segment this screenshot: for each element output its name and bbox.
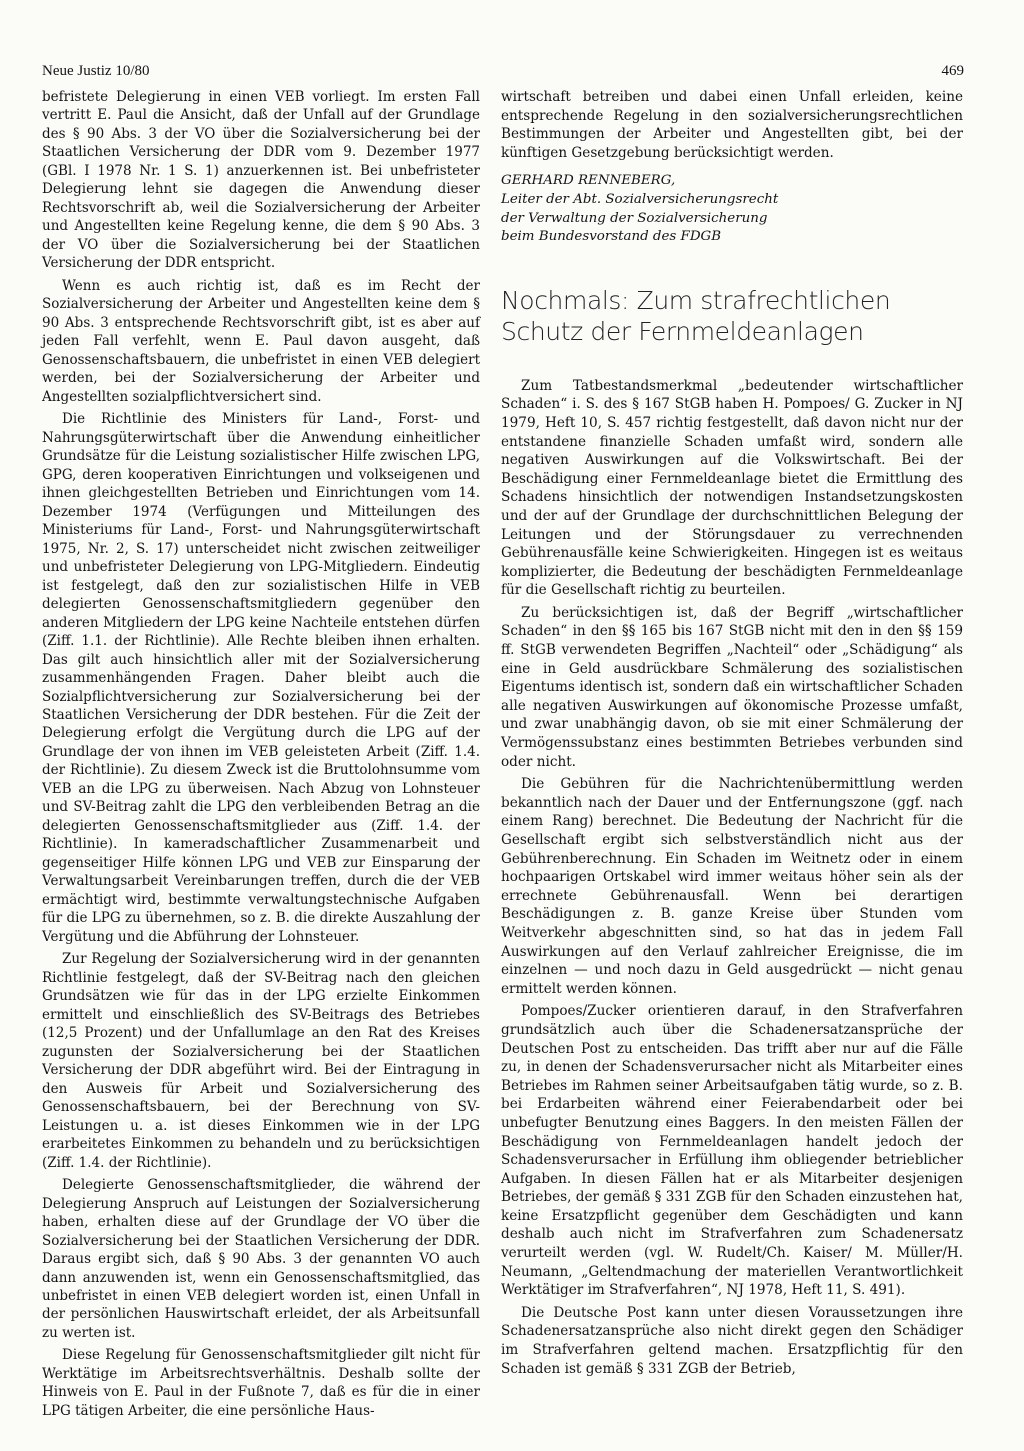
paragraph: Zur Regelung der Sozialversicherung wird in der genannten Richtlinie festgelegt, daß der SV-Beitrag nach den gleichen Grundsätzen wie für das in der LPG erzielte Einkommen ermittelt und einschließlich des SV-Beitrags des Betriebes (12,5 Prozent) und der Unfallumlage an den Rat des Kreises zugunsten der Sozialversicherung bei der Staatlichen Versicherung der DDR abgeführt wird. Bei der Eintragung in den Ausweis für Arbeit und Sozialversicherung des Genossenschaftsbauern, bei der Berechnung von SV-Leistungen u. a. ist dieses Einkommen wie in der LPG erarbeitetes Einkommen zu behandeln und zu berücksichtigen (Ziff. 1.4. der Richtlinie). bbox=[42, 951, 480, 1171]
paragraph: Die Gebühren für die Nachrichtenübermittlung werden bekanntlich nach der Dauer und der Entfernungszone (ggf. nach einem Rang) berechnet. Die Bedeutung der Nachricht für die Gesellschaft ergibt sich selbstverständlich nicht aus der Gebührenberechnung. Ein Schaden im Weitnetz oder in einem hochpaarigen Ortskabel wird immer weitaus höher sein als der errechnete Gebührenausfall. Wenn bei derartigen Beschädigungen z. B. ganze Kreise über Stunden vom Weitverkehr abgeschnitten sind, so hat das in jedem Fall Auswirkungen auf den Verlauf zahlreicher Ereignisse, die im einzelnen — und noch dazu in Geld ausgedrückt — nicht genau ermittelt werden können. bbox=[501, 776, 963, 997]
paragraph: Zu berücksichtigen ist, daß der Begriff „wirtschaftlicher Schaden“ in den §§ 165 bis 167 StGB nicht mit den in den §§ 159 ff. StGB verwendeten Begriffen „Nachteil“ oder „Schädigung“ als eine in Geld ausdrückbare Schmälerung des sozialistischen Eigentums identisch ist, sondern daß ein wirtschaftlicher Schaden alle negativen Auswirkungen auf ökonomische Prozesse umfaßt, und zwar unabhängig davon, ob sie mit einer Schmälerung der Vermögenssubstanz eines bestimmten Betriebes verbunden sind oder nicht. bbox=[501, 604, 963, 770]
paragraph: Diese Regelung für Genossenschaftsmitglieder gilt nicht für Werktätige im Arbeitsrechtsverhältnis. Deshalb sollte der Hinweis von E. Paul in der Fußnote 7, daß es für die in einer LPG tätigen Arbeiter, die eine persönliche Haus- bbox=[42, 1347, 480, 1419]
author-affiliation-line: Leiter der Abt. Sozialversicherungsrecht bbox=[501, 191, 779, 207]
article-title: Nochmals: Zum strafrechtlichen Schutz der Fernmeldeanlagen bbox=[501, 285, 891, 346]
author-affiliation-line: beim Bundesvorstand des FDGB bbox=[501, 229, 722, 245]
paragraph: Zum Tatbestandsmerkmal „bedeutender wirtschaftlicher Schaden“ i. S. des § 167 StGB haben H. Pompoes/ G. Zucker in NJ 1979, Heft 10, S. 457 richtig festgestellt, daß davon nicht nur der entstandene finanzielle Schaden umfaßt wird, sondern alle negativen Auswirkungen auf die Volkswirtschaft. Bei der Beschädigung einer Fernmeldeanlage bietet die Ermittlung des Schadens hinsichtlich der notwendigen Instandsetzungskosten und der auf der Grundlage der durchschnittlichen Belegung der Leitungen und der Störungsdauer zu verrechnenden Gebührenausfälle keine Schwierigkeiten. Hingegen ist es weitaus komplizierter, die Bedeutung der beschädigten Fernmeldeanlage für die Gesellschaft richtig zu beurteilen. bbox=[501, 377, 963, 599]
paragraph: Delegierte Genossenschaftsmitglieder, die während der Delegierung Anspruch auf Leistungen der Sozialversicherung haben, erhalten diese auf der Grundlage der VO über die Sozialversicherung bei der Staatlichen Versicherung der DDR. Daraus ergibt sich, daß § 90 Abs. 3 der genannten VO auch dann anzuwenden ist, wenn ein Genossenschaftsmitglied, das unbefristet in einen VEB delegiert worden ist, einen Unfall in der persönlichen Hauswirtschaft erleidet, der als Arbeitsunfall zu werten ist. bbox=[42, 1177, 480, 1341]
paragraph: Pompoes/Zucker orientieren darauf, in den Strafverfahren grundsätzlich auch über die Schadenersatzansprüche der Deutschen Post zu entscheiden. Das trifft aber nur auf die Fälle zu, in denen der Schadensverursacher nicht als Mitarbeiter eines Betriebes im Rahmen seiner Arbeitsaufgaben tätig wurde, so z. B. bei Erdarbeiten während einer Feierabendarbeit oder bei unbefugter Benutzung eines Baggers. In den meisten Fällen der Beschädigung von Fernmeldeanlagen handelt jedoch der Schadensverursacher in Erfüllung ihm obliegender betrieblicher Aufgaben. In diesen Fällen hat er als Mitarbeiter desjenigen Betriebes, der gemäß § 331 ZGB für den Schaden einzustehen hat, keine Ersatzpflicht gegenüber dem Geschädigten und kann deshalb auch nicht im Strafverfahren zum Schadenersatz verurteilt werden (vgl. W. Rudelt/Ch. Kaiser/ M. Müller/H. Neumann, „Geltendmachung der materiellen Verantwortlichkeit Werktätiger im Strafverfahren“, NJ 1978, Heft 11, S. 491). bbox=[501, 1003, 963, 1299]
paragraph: befristete Delegierung in einen VEB vorliegt. Im ersten Fall vertritt E. Paul die Ansicht, daß der Unfall auf der Grundlage des § 90 Abs. 3 der VO über die Sozialversicherung bei der Staatlichen Versicherung der DDR vom 9. Dezember 1977 (GBl. I 1978 Nr. 1 S. 1) anzuerkennen ist. Bei unbefristeter Delegierung lehnt sie dagegen die Anwendung dieser Rechtsvorschrift ab, weil die Sozialversicherung der Arbeiter und Angestellten keine Regelung kenne, die dem § 90 Abs. 3 der VO über die Sozialversicherung bei der Staatlichen Versicherung der DDR entspricht. bbox=[42, 89, 480, 272]
author-signature bbox=[501, 172, 963, 246]
paragraph: Die Deutsche Post kann unter diesen Voraussetzungen ihre Schadenersatzansprüche also nicht direkt gegen den Schädiger im Strafverfahren geltend machen. Ersatzpflichtig für den Schaden ist gemäß § 331 ZGB der Betrieb, bbox=[501, 1304, 963, 1377]
author-name: GERHARD RENNEBERG, bbox=[501, 173, 676, 189]
page-number: 469 bbox=[941, 63, 964, 79]
right-column bbox=[501, 88, 963, 1382]
journal-issue: Neue Justiz 10/80 bbox=[42, 63, 150, 79]
paragraph: Wenn es auch richtig ist, daß es im Recht der Sozialversicherung der Arbeiter und Angestellten keine dem § 90 Abs. 3 entsprechende Rechtsvorschrift gibt, ist es aber auf jeden Fall verfehlt, wenn E. Paul davon ausgeht, daß Genossenschaftsbauern, die unbefristet in einen VEB delegiert werden, bei der Sozialversicherung der Arbeiter und Angestellten sozialpflichtversichert sind. bbox=[42, 277, 480, 405]
paragraph: Die Richtlinie des Ministers für Land-, Forst- und Nahrungsgüterwirtschaft über die Anwendung einheitlicher Grundsätze für die Leistung sozialistischer Hilfe zwischen LPG, GPG, deren kooperativen Einrichtungen und volkseigenen und ihnen gleichgestellten Betrieben und Einrichtungen vom 14. Dezember 1974 (Verfügungen und Mitteilungen des Ministeriums für Land-, Forst- und Nahrungsgüterwirtschaft 1975, Nr. 2, S. 17) unterscheidet nicht zwischen zeitweiliger und unbefristeter Delegierung von LPG-Mitgliedern. Eindeutig ist festgelegt, daß den zur sozialistischen Hilfe in VEB delegierten Genossenschaftsmitgliedern gegenüber den anderen Mitgliedern der LPG keine Nachteile entstehen dürfen (Ziff. 1.1. der Richtlinie). Alle Rechte bleiben ihnen erhalten. Das gilt auch hinsichtlich aller mit der Sozialversicherung zusammenhängenden Fragen. Daher bleibt auch die Sozialpflichtversicherung zur Sozialversicherung bei der Staatlichen Versicherung der DDR bestehen. Für die Zeit der Delegierung erfolgt die Vergütung durch die LPG auf der Grundlage der von ihnen im VEB geleisteten Arbeit (Ziff. 1.4. der Richtlinie). Zu diesem Zweck ist die Bruttolohnsumme vom VEB an die LPG zu überweisen. Nach Abzug von Lohnsteuer und SV-Beitrag zahlt die LPG den verbleibenden Betrag an die delegierten Genossenschaftsmitglieder aus (Ziff. 1.4. der Richtlinie). In kameradschaftlicher Zusammenarbeit und gegenseitiger Hilfe können LPG und VEB zur Einsparung der Verwaltungsarbeit Vereinbarungen treffen, durch die der VEB ermächtigt wird, bestimmte verwaltungstechnische Aufgaben für die LPG zu übernehmen, so z. B. die direkte Auszahlung der Vergütung und die Abführung der Lohnsteuer. bbox=[42, 411, 480, 945]
author-affiliation-line: der Verwaltung der Sozialversicherung bbox=[501, 210, 768, 226]
left-column bbox=[42, 88, 480, 1424]
page-header bbox=[42, 63, 964, 85]
paragraph: wirtschaft betreiben und dabei einen Unfall erleiden, keine entsprechende Regelung in den sozialversicherungsrechtlichen Bestimmungen der Arbeiter und Angestellten gibt, bei der künftigen Gesetzgebung berücksichtigt werden. bbox=[501, 89, 963, 161]
